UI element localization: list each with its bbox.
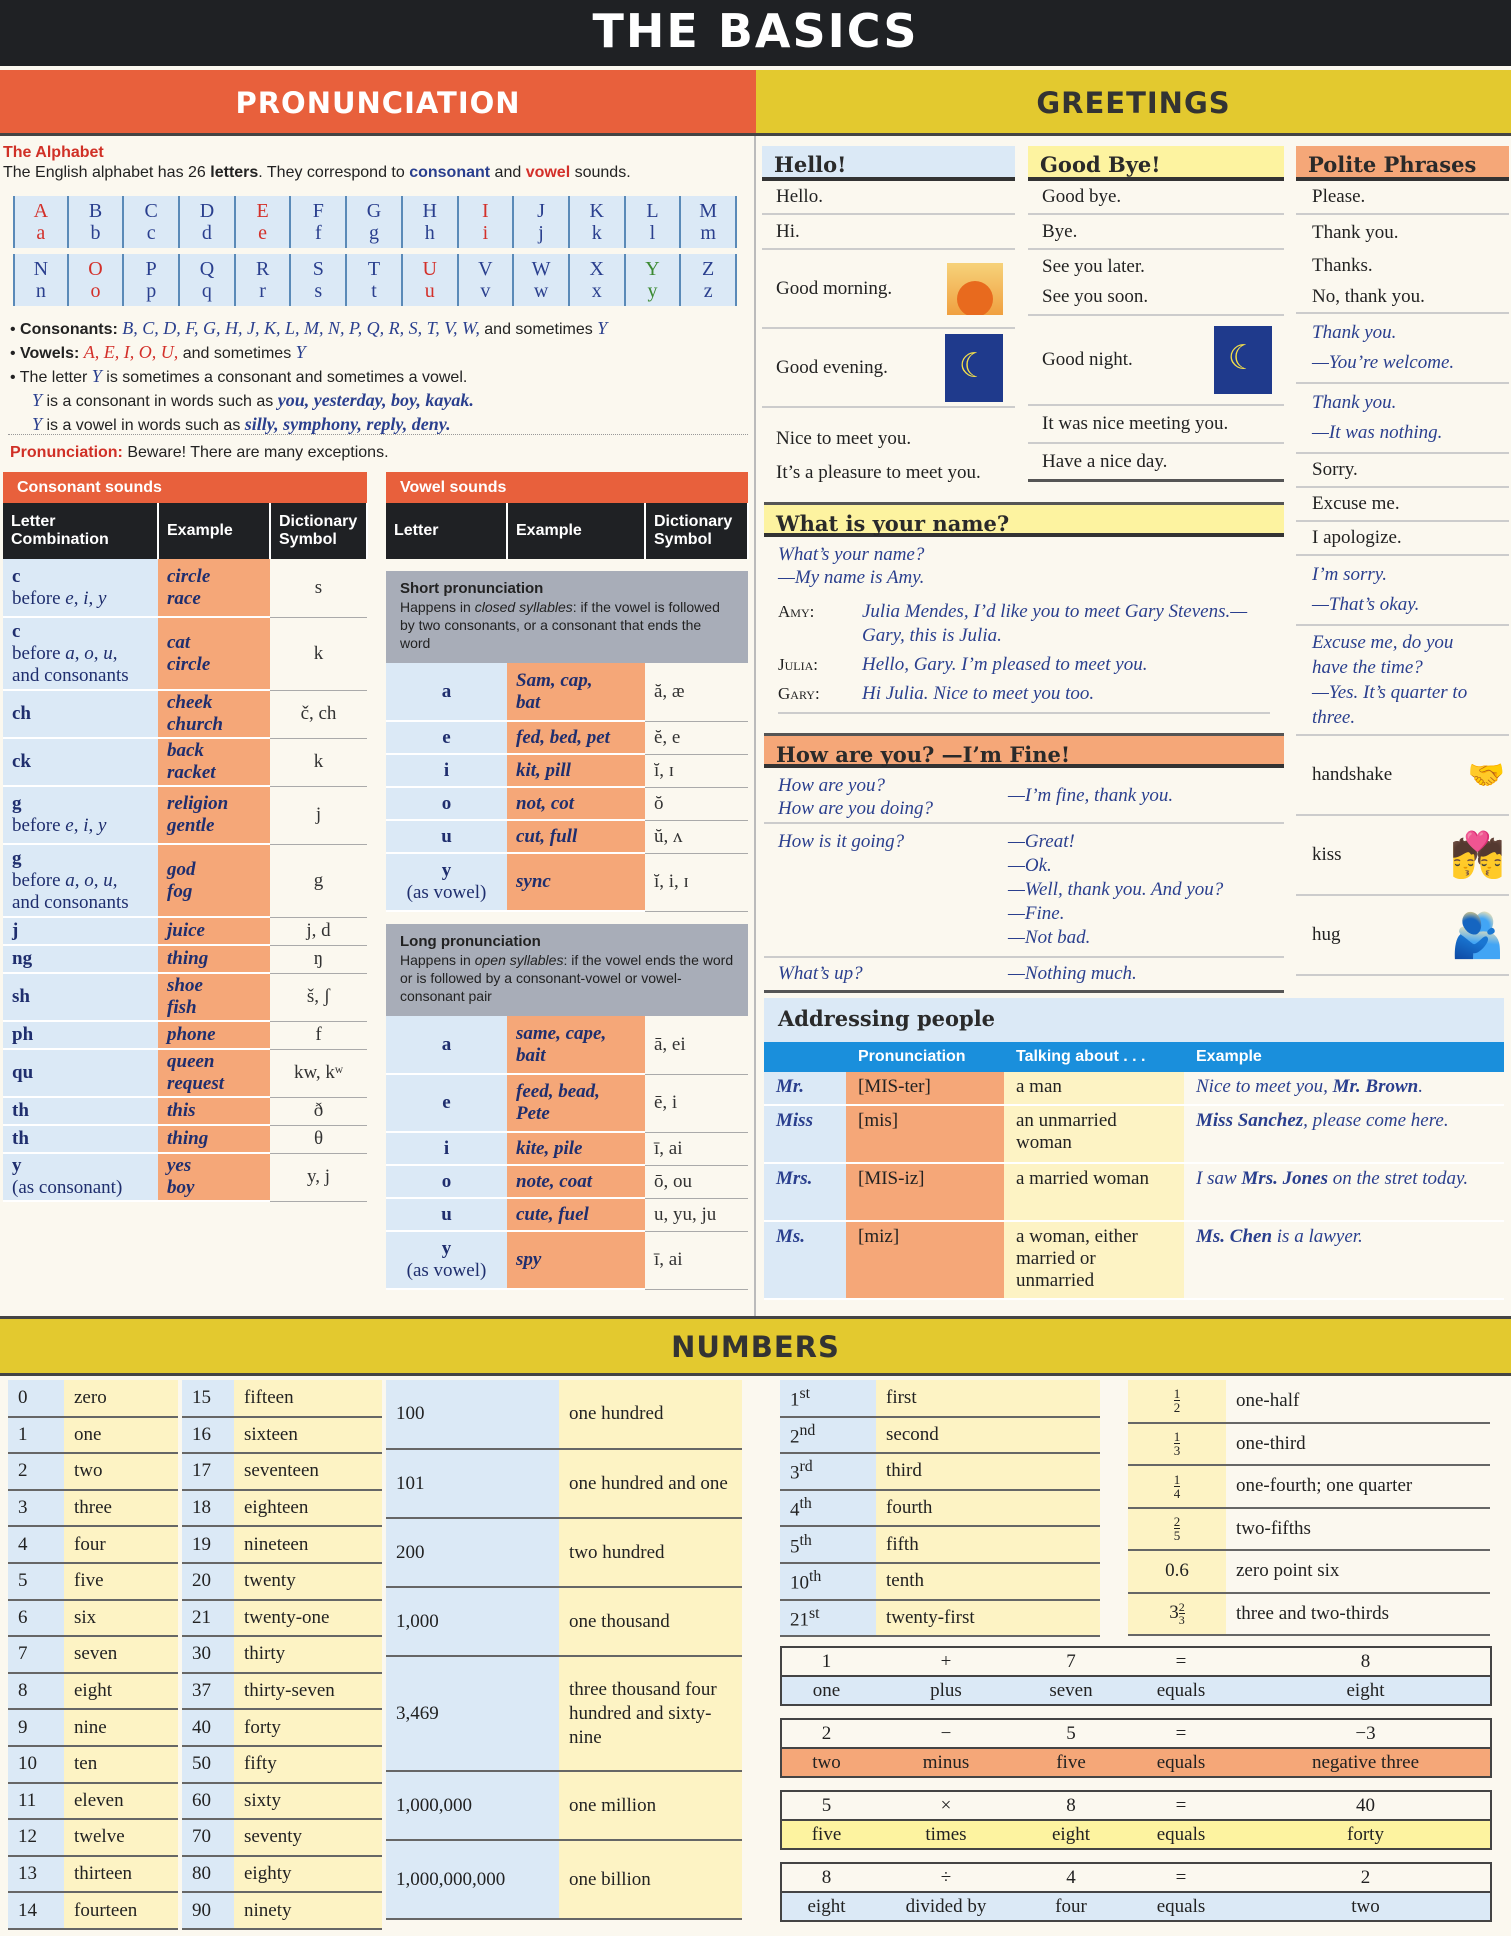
how-are-you-title: How are you? —I’m Fine! bbox=[764, 733, 1284, 768]
table-row: 2 two bbox=[8, 1453, 178, 1490]
equations bbox=[780, 1646, 1490, 1934]
table-row: 40 forty bbox=[182, 1709, 382, 1746]
letter-f: F f bbox=[291, 196, 347, 248]
letter-k: K k bbox=[570, 196, 626, 248]
equation: 2 − 5 = −3 two minus five equals negative three bbox=[780, 1718, 1492, 1778]
polite-phrases-box bbox=[1296, 146, 1509, 976]
pronunciation-note: Pronunciation: Beware! There are many exceptions. bbox=[10, 444, 389, 461]
table-row: o note, coat ō, ou bbox=[386, 1165, 748, 1198]
divider bbox=[8, 434, 748, 435]
table-row: 1,000,000,000 one billion bbox=[386, 1840, 742, 1919]
vowel-sounds-title: Vowel sounds bbox=[386, 472, 748, 503]
goodbye-title: Good Bye! bbox=[1028, 146, 1284, 181]
table-row: ch cheek church č, ch bbox=[3, 690, 367, 738]
hello-box bbox=[762, 146, 1015, 490]
short-pronunciation-note: Short pronunciation Happens in closed syllables: if the vowel is followed by two consonants, or a consonant that ends the word bbox=[386, 571, 748, 663]
table-row: 30 thirty bbox=[182, 1636, 382, 1673]
table-row: 37 thirty-seven bbox=[182, 1673, 382, 1710]
letter-o: O o bbox=[69, 254, 125, 306]
table-row: 21st twenty-first bbox=[780, 1600, 1100, 1637]
table-row: c before a, o, u, and consonants cat circle k bbox=[3, 617, 367, 690]
consonant-table bbox=[3, 503, 368, 1202]
table-row: 3,469 three thousand four hundred and sixty-nine bbox=[386, 1656, 742, 1771]
table-row: 3rd third bbox=[780, 1453, 1100, 1490]
alphabet-row-1 bbox=[13, 196, 737, 248]
col-header-pronunciation: Pronunciation bbox=[846, 1042, 1004, 1072]
col-header-letter: Letter Combination bbox=[3, 503, 158, 559]
table-row: a same, cape, bait ā, ei bbox=[386, 1016, 748, 1074]
table-row: 10th tenth bbox=[780, 1563, 1100, 1600]
list-item: Excuse me, do you have the time? —Yes. It’s quarter to three. bbox=[1296, 626, 1509, 736]
table-row: ph phone f bbox=[3, 1021, 367, 1049]
table-row: Ms. [miz] a woman, either married or unmarried Ms. Chen is a lawyer. bbox=[764, 1221, 1504, 1299]
name-box bbox=[764, 502, 1284, 714]
name-title: What is your name? bbox=[764, 502, 1284, 537]
vowel-sounds-panel bbox=[386, 472, 748, 1290]
letter-e: E e bbox=[236, 196, 292, 248]
table-row: 8 eight bbox=[8, 1673, 178, 1710]
table-row: sh shoe fish š, ʃ bbox=[3, 973, 367, 1021]
table-row: 16 sixteen bbox=[182, 1417, 382, 1454]
letter-w: W w bbox=[514, 254, 570, 306]
list-item: How is it going? —Great! —Ok. —Well, thank you. And you? —Fine. —Not bad. bbox=[764, 824, 1284, 958]
short-vowel-table bbox=[386, 663, 748, 912]
polite-title: Polite Phrases bbox=[1296, 146, 1509, 181]
long-pronunciation-note: Long pronunciation Happens in open syllables: if the vowel ends the word or is followed by a consonant-vowel or vowel-consonant pair bbox=[386, 924, 748, 1016]
letter-z: Z z bbox=[681, 254, 737, 306]
table-row: 4 four bbox=[8, 1526, 178, 1563]
list-item: How are you? How are you doing? —I’m fine, thank you. bbox=[764, 768, 1284, 824]
table-row: Mrs. [MIS-iz] a married woman I saw Mrs. Jones on the stret today. bbox=[764, 1163, 1504, 1221]
letter-r: R r bbox=[236, 254, 292, 306]
table-row: qu queen request kw, kʷ bbox=[3, 1049, 367, 1097]
hug-icon: 🫂 bbox=[1450, 911, 1505, 960]
table-row: 15 fifteen bbox=[182, 1380, 382, 1417]
table-row: y (as vowel) sync ĭ, i, ɪ bbox=[386, 853, 748, 911]
table-row: $\frac{1}{4}$ one-fourth; one quarter bbox=[1128, 1465, 1490, 1508]
table-row: 1st first bbox=[780, 1380, 1100, 1417]
list-item: I’m sorry. —That’s okay. bbox=[1296, 556, 1509, 626]
table-row: 14 fourteen bbox=[8, 1892, 178, 1929]
greetings-header: GREETINGS bbox=[756, 70, 1511, 136]
table-row: 1 one bbox=[8, 1417, 178, 1454]
goodbye-box bbox=[1028, 146, 1284, 482]
sunrise-icon bbox=[947, 263, 1003, 315]
table-row: 5 five bbox=[8, 1563, 178, 1600]
list-item: Hi. bbox=[762, 215, 1015, 250]
name-question: What’s your name? —My name is Amy. bbox=[778, 544, 925, 588]
consonant-sounds-title: Consonant sounds bbox=[3, 472, 367, 503]
table-row: ck back racket k bbox=[3, 738, 367, 786]
moon-stars-icon: ☾ bbox=[1214, 326, 1272, 394]
table-row: 10 ten bbox=[8, 1746, 178, 1783]
col-header-example: Example bbox=[507, 503, 645, 559]
list-item: Good morning. bbox=[762, 250, 1015, 329]
list-item: Thank you. —It was nothing. bbox=[1296, 384, 1509, 454]
page-title: THE BASICS bbox=[0, 0, 1511, 66]
table-row: $\frac{1}{2}$ one-half bbox=[1128, 1380, 1490, 1423]
list-item: handshake 🤝 bbox=[1296, 736, 1509, 816]
table-row: 1,000 one thousand bbox=[386, 1587, 742, 1656]
list-item: Have a nice day. bbox=[1028, 444, 1284, 482]
table-row: 12 twelve bbox=[8, 1819, 178, 1856]
list-item: Good night. ☾ bbox=[1028, 316, 1284, 406]
table-row: 13 thirteen bbox=[8, 1856, 178, 1893]
table-row: 100 one hundred bbox=[386, 1380, 742, 1449]
letter-b: B b bbox=[69, 196, 125, 248]
section-divider bbox=[754, 136, 756, 1316]
list-item: What’s up? —Nothing much. bbox=[764, 958, 1284, 993]
hello-title: Hello! bbox=[762, 146, 1015, 181]
table-row: 0 zero bbox=[8, 1380, 178, 1417]
kiss-icon: 💏 bbox=[1450, 831, 1505, 880]
letter-d: D d bbox=[180, 196, 236, 248]
table-row: 60 sixty bbox=[182, 1783, 382, 1820]
table-row: $\frac{1}{3}$ one-third bbox=[1128, 1423, 1490, 1466]
col-header-title bbox=[764, 1042, 846, 1072]
table-row: e fed, bed, pet ĕ, e bbox=[386, 721, 748, 754]
table-row: 17 seventeen bbox=[182, 1453, 382, 1490]
list-item: Bye. bbox=[1028, 215, 1284, 250]
letter-i: I i bbox=[459, 196, 515, 248]
list-item: Please. bbox=[1296, 181, 1509, 215]
table-row: Miss [mis] an unmarried woman Miss Sanchez, please come here. bbox=[764, 1105, 1504, 1163]
table-row: 21 twenty-one bbox=[182, 1600, 382, 1637]
dialog-line: Julia: Hello, Gary. I’m pleased to meet you. bbox=[778, 654, 1148, 675]
list-item: I apologize. bbox=[1296, 522, 1509, 556]
table-row: Mr. [MIS-ter] a man Nice to meet you, Mr. Brown. bbox=[764, 1072, 1504, 1105]
table-row: i kit, pill ĭ, ɪ bbox=[386, 754, 748, 787]
ordinals-table bbox=[780, 1380, 1100, 1637]
letter-v: V v bbox=[459, 254, 515, 306]
list-item: Good evening. ☾ bbox=[762, 329, 1015, 408]
col-header-talking-about: Talking about . . . bbox=[1004, 1042, 1184, 1072]
list-item: hug 🫂 bbox=[1296, 896, 1509, 976]
equation: 5 × 8 = 40 five times eight equals forty bbox=[780, 1790, 1492, 1850]
large-numbers-table bbox=[386, 1380, 742, 1920]
numbers-0-14-table bbox=[8, 1380, 178, 1930]
table-row: 20 twenty bbox=[182, 1563, 382, 1600]
table-row: o not, cot ŏ bbox=[386, 787, 748, 820]
letter-n: N n bbox=[13, 254, 69, 306]
table-row: 70 seventy bbox=[182, 1819, 382, 1856]
table-row: 90 ninety bbox=[182, 1892, 382, 1929]
table-row: 3 three bbox=[8, 1490, 178, 1527]
alphabet-row-2 bbox=[13, 254, 737, 306]
letter-x: X x bbox=[570, 254, 626, 306]
col-header-symbol: Dictionary Symbol bbox=[645, 503, 748, 559]
long-vowel-table bbox=[386, 1016, 748, 1290]
letter-t: T t bbox=[347, 254, 403, 306]
addressing-table bbox=[764, 1042, 1504, 1300]
table-row: 11 eleven bbox=[8, 1783, 178, 1820]
letter-m: M m bbox=[681, 196, 737, 248]
table-row: 50 fifty bbox=[182, 1746, 382, 1783]
equation: 1 + 7 = 8 one plus seven equals eight bbox=[780, 1646, 1492, 1706]
equation: 8 ÷ 4 = 2 eight divided by four equals two bbox=[780, 1862, 1492, 1922]
letter-q: Q q bbox=[180, 254, 236, 306]
table-row: 80 eighty bbox=[182, 1856, 382, 1893]
list-item: It was nice meeting you. bbox=[1028, 406, 1284, 444]
table-row: g before a, o, u, and consonants god fog g bbox=[3, 844, 367, 917]
list-item: Thanks. No, thank you. bbox=[1296, 250, 1509, 314]
table-row: 101 one hundred and one bbox=[386, 1449, 742, 1518]
letter-s: S s bbox=[291, 254, 347, 306]
table-row: u cut, full ŭ, ʌ bbox=[386, 820, 748, 853]
letter-g: G g bbox=[347, 196, 403, 248]
table-row: 6 six bbox=[8, 1600, 178, 1637]
letter-a: A a bbox=[13, 196, 69, 248]
how-are-you-box bbox=[764, 733, 1284, 993]
table-row: $\frac{2}{5}$ two-fifths bbox=[1128, 1508, 1490, 1551]
table-row: j juice j, d bbox=[3, 917, 367, 945]
table-row: g before e, i, y religion gentle j bbox=[3, 786, 367, 844]
table-row: 19 nineteen bbox=[182, 1526, 382, 1563]
letter-p: P p bbox=[124, 254, 180, 306]
letter-c: C c bbox=[124, 196, 180, 248]
alphabet-intro: The English alphabet has 26 letters. They correspond to consonant and vowel sounds. bbox=[3, 164, 631, 181]
list-item: Sorry. bbox=[1296, 454, 1509, 488]
alphabet-notes: • Consonants: B, C, D, F, G, H, J, K, L, M, N, P, Q, R, S, T, V, W, and sometimes Y • Vowels: A, E, I, O, U, and sometimes Y • The letter Y is sometimes a consonant and sometimes a vowel. Y is a consonant in words such as you, yesterday, boy, kayak. Y is a vowel in words such as silly, symphony, reply, deny. bbox=[10, 318, 608, 434]
col-header-example: Example bbox=[158, 503, 270, 559]
table-row: th this ð bbox=[3, 1097, 367, 1125]
table-row: 5th fifth bbox=[780, 1526, 1100, 1563]
moon-icon: ☾ bbox=[945, 334, 1003, 402]
table-row: i kite, pile ī, ai bbox=[386, 1132, 748, 1165]
table-row: y (as consonant) yes boy y, j bbox=[3, 1153, 367, 1201]
table-row: 2nd second bbox=[780, 1417, 1100, 1454]
list-item: Thank you. —You’re welcome. bbox=[1296, 314, 1509, 384]
list-item: Thank you. bbox=[1312, 221, 1399, 243]
table-row: a Sam, cap, bat ă, æ bbox=[386, 663, 748, 721]
pronunciation-header: PRONUNCIATION bbox=[0, 70, 756, 136]
letter-y: Y y bbox=[626, 254, 682, 306]
handshake-icon: 🤝 bbox=[1467, 758, 1505, 792]
numbers-15-90-table bbox=[182, 1380, 382, 1930]
letter-l: L l bbox=[626, 196, 682, 248]
dialog-line: Amy: Julia Mendes, I’d like you to meet Gary Stevens.—Gary, this is Julia. bbox=[778, 601, 1248, 646]
table-row: 0.6 zero point six bbox=[1128, 1550, 1490, 1593]
table-row: ng thing ŋ bbox=[3, 945, 367, 973]
table-row: y (as vowel) spy ī, ai bbox=[386, 1231, 748, 1289]
table-row: 200 two hundred bbox=[386, 1518, 742, 1587]
numbers-header: NUMBERS bbox=[0, 1316, 1511, 1376]
fractions-table bbox=[1128, 1380, 1490, 1636]
table-row: 7 seven bbox=[8, 1636, 178, 1673]
col-header-letter: Letter bbox=[386, 503, 507, 559]
col-header-example: Example bbox=[1184, 1042, 1504, 1072]
table-row: 18 eighteen bbox=[182, 1490, 382, 1527]
consonant-sounds-panel bbox=[3, 472, 367, 1202]
list-item: kiss 💏 bbox=[1296, 816, 1509, 896]
table-row: u cute, fuel u, yu, ju bbox=[386, 1198, 748, 1231]
table-row: 1,000,000 one million bbox=[386, 1771, 742, 1840]
list-item: Hello. bbox=[762, 181, 1015, 215]
list-item: Excuse me. bbox=[1296, 488, 1509, 522]
alphabet-title: The Alphabet bbox=[3, 144, 104, 161]
vowel-table bbox=[386, 503, 749, 559]
col-header-symbol: Dictionary Symbol bbox=[270, 503, 367, 559]
addressing-title: Addressing people bbox=[764, 998, 1504, 1042]
letter-u: U u bbox=[403, 254, 459, 306]
letter-j: J j bbox=[514, 196, 570, 248]
table-row: 9 nine bbox=[8, 1709, 178, 1746]
table-row: th thing θ bbox=[3, 1125, 367, 1153]
list-item: Good bye. bbox=[1028, 181, 1284, 215]
letter-h: H h bbox=[403, 196, 459, 248]
dialog-line: Gary: Hi Julia. Nice to meet you too. bbox=[778, 683, 1095, 704]
list-item: Nice to meet you. It’s a pleasure to meet you. bbox=[776, 428, 981, 483]
table-row: e feed, bead, Pete ē, i bbox=[386, 1074, 748, 1132]
table-row: c before e, i, y circle race s bbox=[3, 559, 367, 617]
table-row: 4th fourth bbox=[780, 1490, 1100, 1527]
list-item: See you later. See you soon. bbox=[1028, 250, 1284, 316]
table-row: 3 $\frac{2}{3}$ three and two-thirds bbox=[1128, 1593, 1490, 1636]
